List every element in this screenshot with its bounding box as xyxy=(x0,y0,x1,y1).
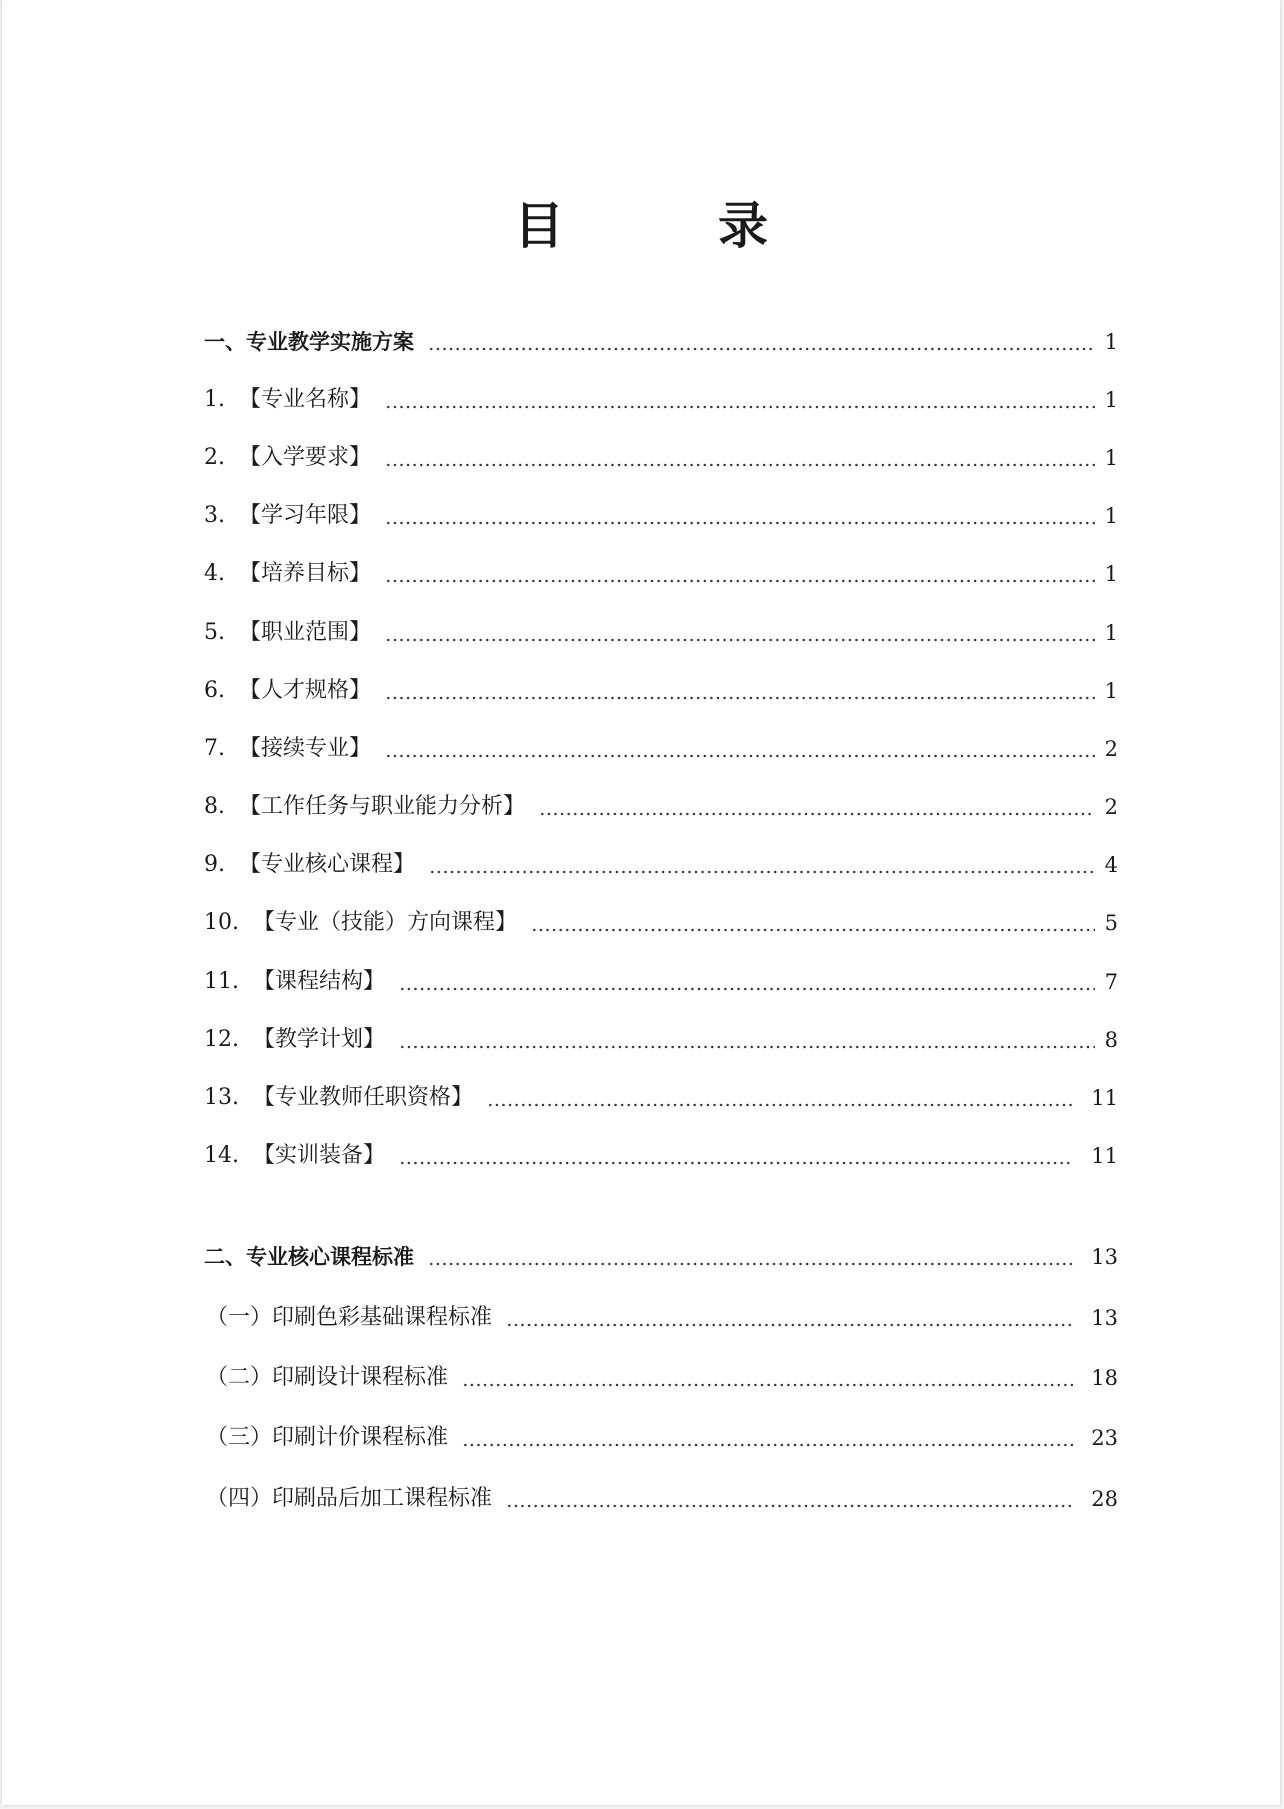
document-page xyxy=(2,0,1280,1805)
toc-page-number: 23 xyxy=(1091,1426,1118,1450)
toc-entry-label: 9. 【专业核心课程】 xyxy=(204,852,415,877)
toc-section-label: 一、专业教学实施方案 xyxy=(204,330,414,354)
dot-leader xyxy=(399,1139,1073,1173)
toc-entry[interactable] xyxy=(204,383,1118,417)
toc-entry-label: 5. 【职业范围】 xyxy=(204,620,371,645)
page-title: 目 录 xyxy=(514,197,820,255)
toc-page-number: 1 xyxy=(1104,679,1118,703)
toc-page-number: 28 xyxy=(1091,1487,1118,1511)
toc-entry-label: （四）印刷品后加工课程标准 xyxy=(206,1486,493,1511)
toc-entry-label: （一）印刷色彩基础课程标准 xyxy=(206,1305,493,1330)
toc-page-number: 1 xyxy=(1104,621,1118,645)
toc-entry-label: 10. 【专业（技能）方向课程】 xyxy=(204,910,517,935)
toc-page-number: 18 xyxy=(1091,1366,1118,1390)
toc-entry-label: （三）印刷计价课程标准 xyxy=(206,1425,449,1450)
toc-page-number: 7 xyxy=(1104,970,1118,994)
toc-page-number: 1 xyxy=(1104,388,1118,412)
toc-entry-label: 13. 【专业教师任职资格】 xyxy=(204,1085,473,1110)
dot-leader xyxy=(385,441,1095,475)
toc-entry-label: 3. 【学习年限】 xyxy=(204,503,371,528)
toc-entry[interactable] xyxy=(204,848,1118,882)
toc-entry-label: 6. 【人才规格】 xyxy=(204,678,371,703)
toc-entry[interactable] xyxy=(204,906,1118,940)
toc-page-number: 8 xyxy=(1104,1028,1118,1052)
toc-entry[interactable] xyxy=(204,1139,1118,1173)
toc-entry-label: 4. 【培养目标】 xyxy=(204,561,371,586)
dot-leader xyxy=(531,906,1095,940)
toc-entry[interactable] xyxy=(204,674,1118,708)
toc-page-number: 2 xyxy=(1104,795,1118,819)
toc-entry[interactable] xyxy=(206,1361,1118,1395)
table-of-contents xyxy=(2,0,1280,1805)
toc-entry[interactable] xyxy=(204,1081,1118,1115)
toc-entry[interactable] xyxy=(206,1482,1118,1516)
dot-leader xyxy=(428,325,1095,359)
dot-leader xyxy=(487,1081,1073,1115)
dot-leader xyxy=(429,848,1095,882)
toc-page-number: 11 xyxy=(1091,1086,1118,1110)
dot-leader xyxy=(399,965,1095,999)
toc-entry[interactable] xyxy=(204,790,1118,824)
toc-page-number: 13 xyxy=(1091,1245,1118,1269)
dot-leader xyxy=(385,383,1095,417)
toc-page-number: 1 xyxy=(1104,562,1118,586)
dot-leader xyxy=(399,1023,1095,1057)
dot-leader xyxy=(385,616,1095,650)
toc-entry-label: 14. 【实训装备】 xyxy=(204,1143,385,1168)
toc-entry[interactable] xyxy=(204,557,1118,591)
toc-entry-label: 8. 【工作任务与职业能力分析】 xyxy=(204,794,525,819)
dot-leader xyxy=(428,1240,1073,1274)
dot-leader xyxy=(385,674,1095,708)
toc-entry[interactable] xyxy=(206,1301,1118,1335)
toc-page-number: 11 xyxy=(1091,1144,1118,1168)
dot-leader xyxy=(385,732,1095,766)
dot-leader xyxy=(385,499,1095,533)
dot-leader xyxy=(462,1421,1073,1455)
toc-entry-label: 2. 【入学要求】 xyxy=(204,445,371,470)
toc-entry[interactable] xyxy=(204,732,1118,766)
toc-page-number: 1 xyxy=(1104,504,1118,528)
toc-page-number: 4 xyxy=(1104,853,1118,877)
dot-leader xyxy=(539,790,1095,824)
dot-leader xyxy=(506,1482,1073,1516)
toc-entry[interactable] xyxy=(204,499,1118,533)
dot-leader xyxy=(462,1361,1073,1395)
toc-entry[interactable] xyxy=(206,1421,1118,1455)
toc-section-2[interactable] xyxy=(204,1240,1118,1274)
toc-page-number: 5 xyxy=(1104,911,1118,935)
toc-entry-label: （二）印刷设计课程标准 xyxy=(206,1365,449,1390)
toc-section-label: 二、专业核心课程标准 xyxy=(204,1245,414,1269)
toc-entry[interactable] xyxy=(204,441,1118,475)
toc-entry-label: 7. 【接续专业】 xyxy=(204,736,371,761)
dot-leader xyxy=(385,557,1095,591)
toc-entry[interactable] xyxy=(204,616,1118,650)
toc-page-number: 2 xyxy=(1104,737,1118,761)
toc-section-1[interactable] xyxy=(204,325,1118,359)
toc-entry[interactable] xyxy=(204,965,1118,999)
toc-page-number: 1 xyxy=(1104,330,1118,354)
toc-page-number: 13 xyxy=(1091,1306,1118,1330)
toc-entry-label: 1. 【专业名称】 xyxy=(204,387,371,412)
toc-entry-label: 11. 【课程结构】 xyxy=(204,969,385,994)
dot-leader xyxy=(506,1301,1073,1335)
toc-page-number: 1 xyxy=(1104,446,1118,470)
toc-entry-label: 12. 【教学计划】 xyxy=(204,1027,385,1052)
toc-entry[interactable] xyxy=(204,1023,1118,1057)
